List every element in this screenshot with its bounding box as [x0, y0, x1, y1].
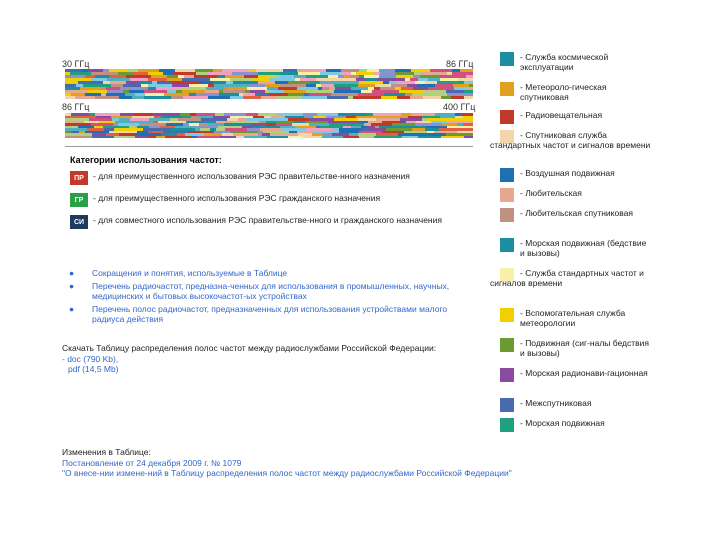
band1-from-label: 30 ГГц — [62, 59, 90, 69]
legend-label: - Вспомогательная служба метеорологии — [520, 308, 626, 328]
legend-swatch — [500, 418, 514, 432]
legend-swatch — [500, 338, 514, 352]
badge-si: СИ — [70, 215, 88, 229]
link-ism-frequencies[interactable] — [66, 281, 466, 302]
legend-label: - Межспутниковая — [520, 398, 592, 408]
link-srd-frequencies-text[interactable]: Перечень полос радиочастот, предназначенных для использования устройствами малого радиуса действия — [92, 303, 448, 324]
legend-label: - Служба стандартных частот и сигналов времени — [490, 268, 644, 288]
legend-label: - Радиовещательная — [520, 110, 603, 120]
category-pr-text: - для преимущественного использования РЭС правительстве-нного назначения — [93, 171, 410, 181]
bullet-icon: ● — [69, 268, 75, 278]
legend-label: - Морская подвижная — [520, 418, 605, 428]
legend-swatch — [500, 208, 514, 222]
category-si — [70, 215, 450, 229]
legend-label: - Воздушная подвижная — [520, 168, 615, 178]
frequency-strip-86-400[interactable] — [65, 113, 473, 138]
frequency-strip-30-86[interactable] — [65, 69, 473, 99]
legend-swatch — [500, 82, 514, 96]
changes-title-link[interactable]: "О внесе-нии измене-ний в Таблицу распределения полос частот между радиослужбами Российской Федерации" — [62, 468, 512, 478]
legend-swatch — [500, 368, 514, 382]
band1-to-label: 86 ГГц — [446, 59, 474, 69]
changes-decree-link[interactable]: Постановление от 24 декабря 2009 г. № 1079 — [62, 457, 242, 468]
link-abbreviations-text[interactable]: Сокращения и понятия, используемые в Таблице — [92, 268, 288, 278]
legend-label: - Морская подвижная (бедствие и вызовы) — [520, 238, 647, 258]
band2-to-label: 400 ГГц — [443, 102, 476, 112]
category-si-text: - для совместного использования РЭС правительстве-нного и гражданского назначения — [93, 215, 442, 225]
legend-swatch — [500, 238, 514, 252]
link-srd-frequencies[interactable] — [66, 304, 466, 325]
legend-label: - Метеороло-гическая спутниковая — [520, 82, 607, 102]
category-pr — [70, 171, 450, 185]
divider-line — [65, 146, 473, 147]
categories-section — [70, 155, 450, 237]
legend-label: - Любительская спутниковая — [520, 208, 633, 218]
legend-swatch — [500, 110, 514, 124]
legend-label: - Служба космической эксплуатации — [520, 52, 609, 72]
legend-swatch — [500, 188, 514, 202]
categories-title: Категории использования частот: — [70, 155, 222, 165]
bullet-icon: ● — [69, 303, 75, 314]
changes-section — [62, 447, 582, 479]
badge-gr: ГР — [70, 193, 88, 207]
legend-swatch — [500, 308, 514, 322]
bullet-icon: ● — [69, 280, 75, 291]
legend-label: - Спутниковая служба стандартных частот и сигналов времени — [490, 130, 651, 150]
reference-links — [66, 268, 466, 327]
category-gr — [70, 193, 450, 207]
download-pdf-link[interactable]: pdf (14,5 Mb) — [68, 364, 119, 374]
badge-pr: ПР — [70, 171, 88, 185]
legend-label: - Любительская — [520, 188, 582, 198]
category-gr-text: - для преимущественного использования РЭС гражданского назначения — [93, 193, 381, 203]
download-doc-link[interactable]: - doc (790 Kb), — [62, 353, 119, 364]
legend-label: - Подвижная (сиг-налы бедствия и вызовы) — [520, 338, 650, 358]
legend-swatch — [500, 52, 514, 66]
legend-swatch — [500, 398, 514, 412]
changes-title: Изменения в Таблице: — [62, 447, 151, 457]
download-section — [62, 343, 442, 375]
band2-from-label: 86 ГГц — [62, 102, 90, 112]
legend-swatch — [500, 168, 514, 182]
link-ism-frequencies-text[interactable]: Перечень радиочастот, предназна-ченных для использования в промышленных, научных, медицинских и бытовых высокочастот-ых устройствах — [92, 280, 450, 301]
download-text: Скачать Таблицу распределения полос частот между радиослужбами Российской Федерации: — [62, 343, 437, 353]
link-abbreviations[interactable] — [66, 268, 466, 279]
legend-label: - Морская радионави-гационная — [520, 368, 648, 378]
